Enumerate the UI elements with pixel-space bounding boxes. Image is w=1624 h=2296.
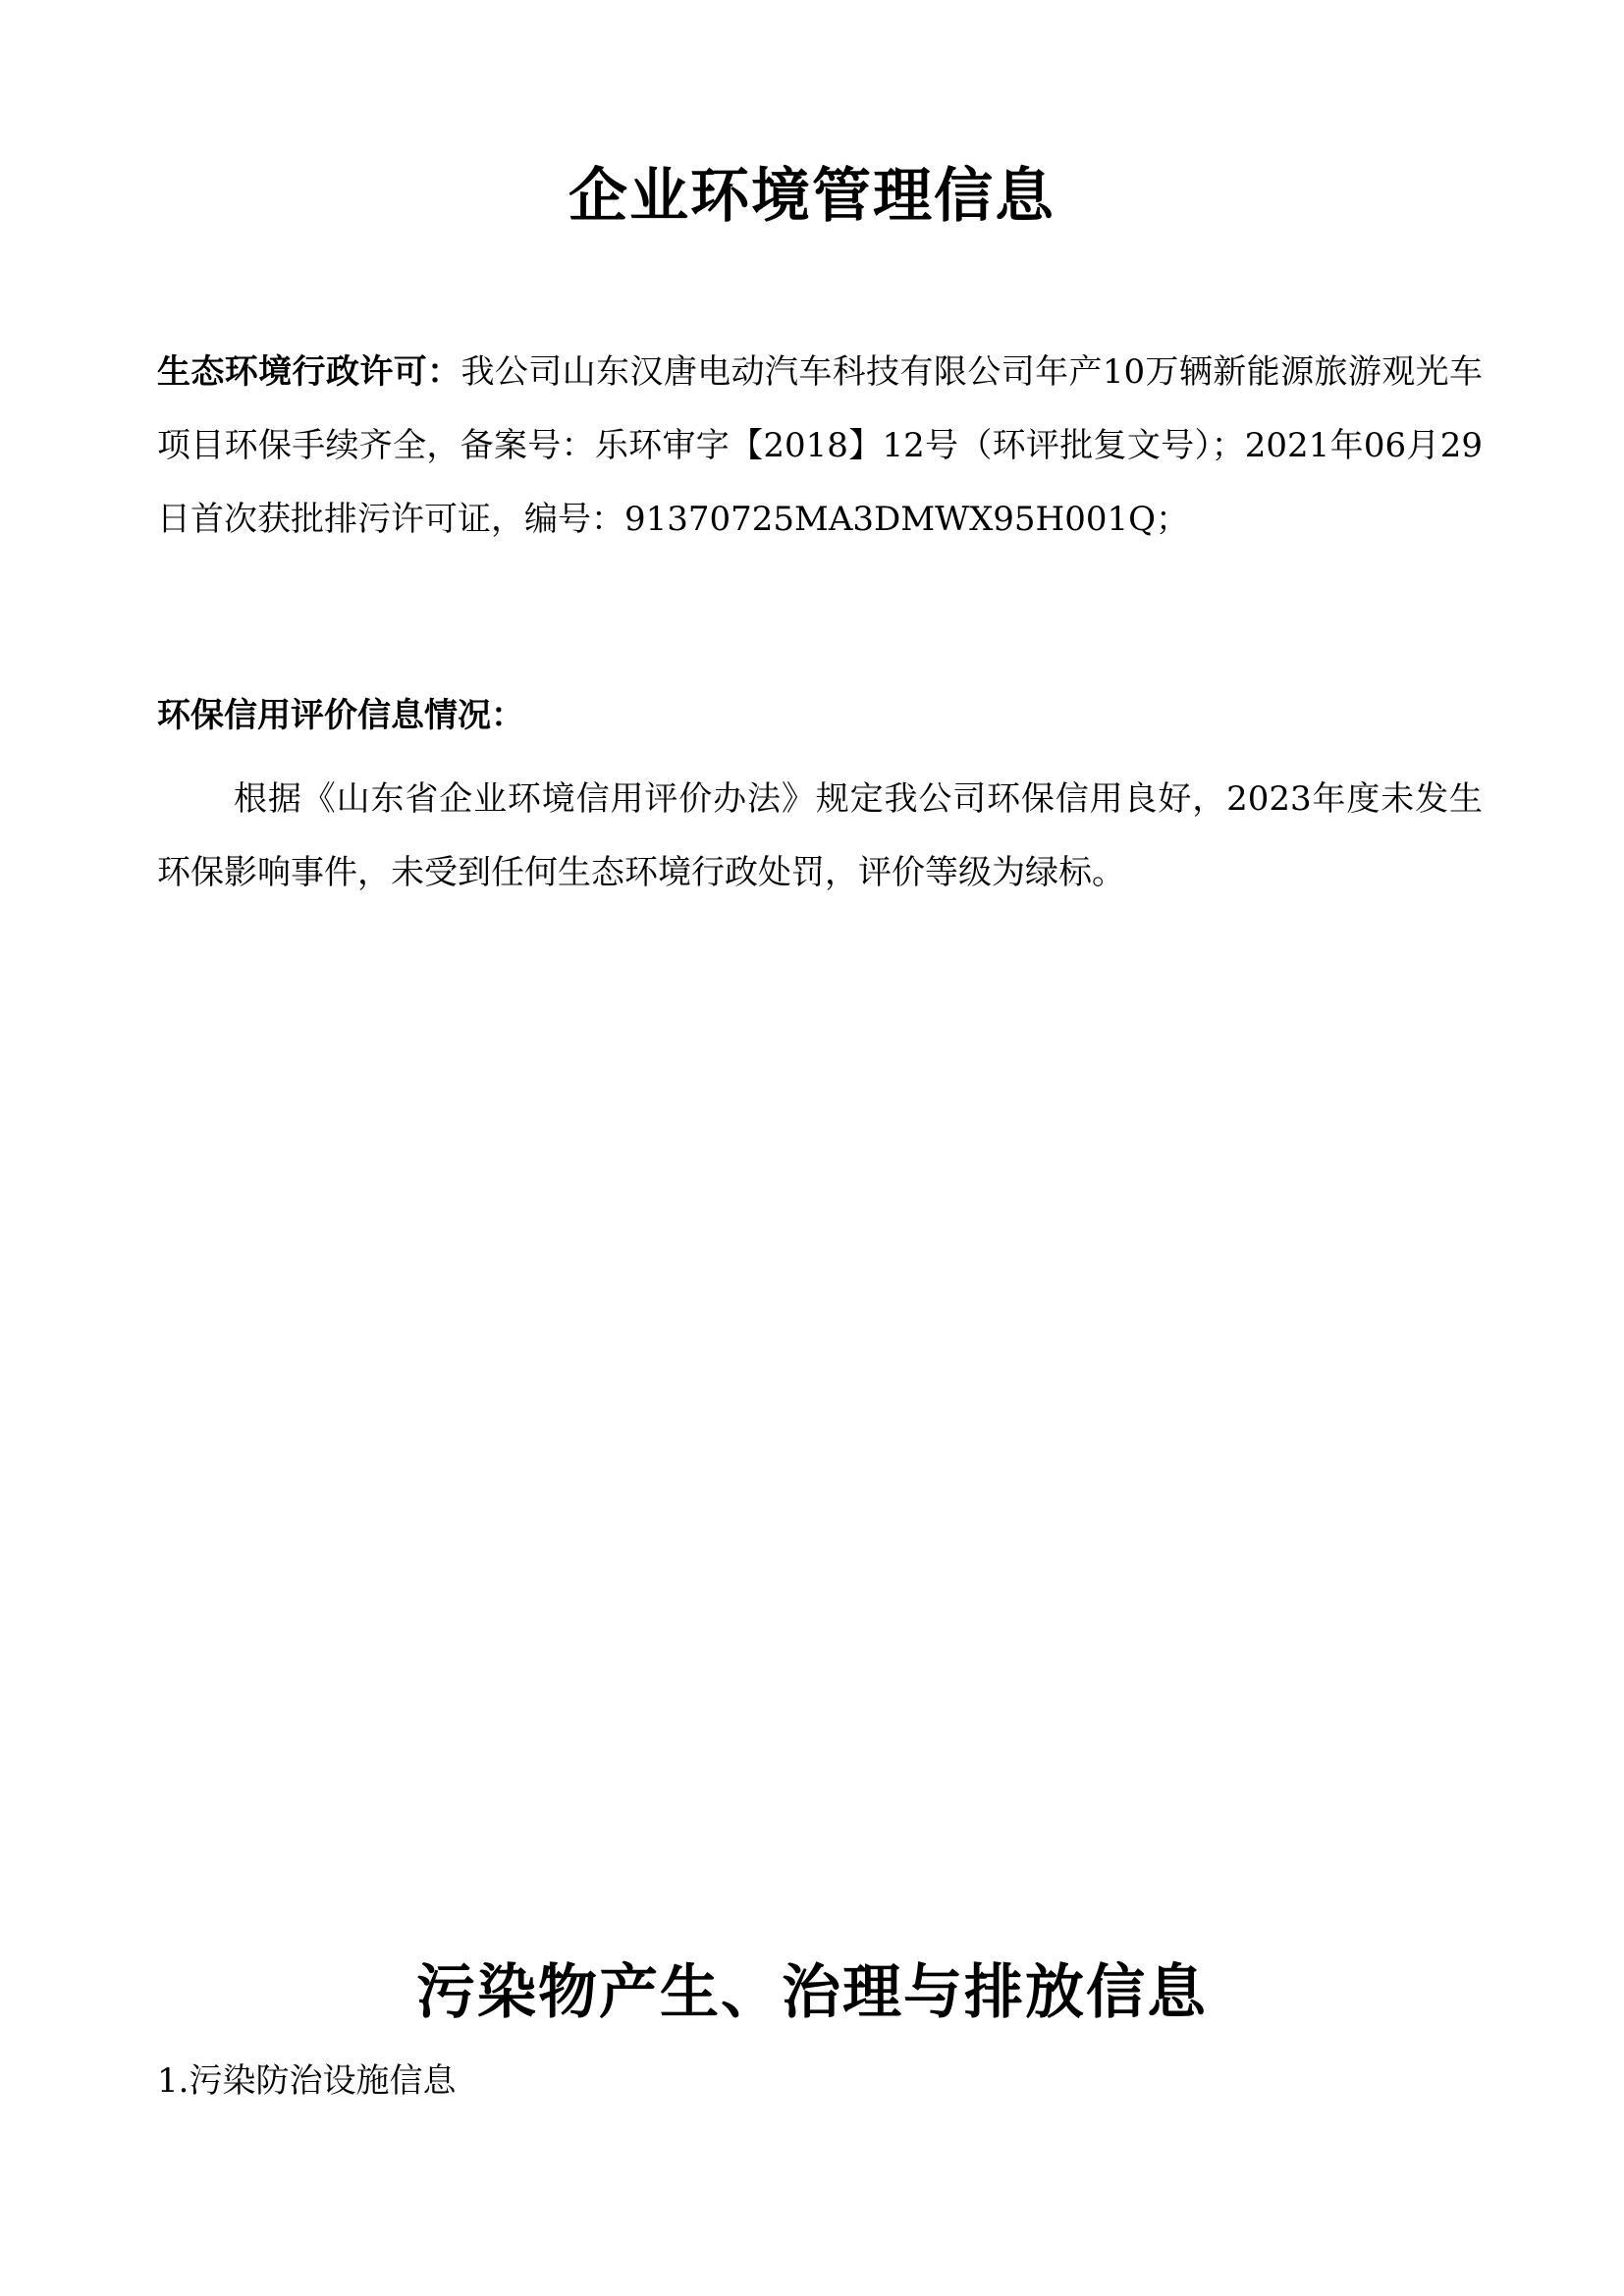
permit-body: 我公司山东汉唐电动汽车科技有限公司年产10万辆新能源旅游观光车项目环保手续齐全，备案号：乐环审字【2018】12号（环评批复文号）；2021年06月29日首次获批排污许可证，编号：91370725MA3DMWX95H001Q； [157,352,1484,539]
permit-lead: 生态环境行政许可： [157,352,461,392]
credit-heading: 环保信用评价信息情况： [157,696,524,735]
page-title: 企业环境管理信息 [568,162,1056,231]
section-title: 污染物产生、治理与排放信息 [416,1958,1208,2027]
subsection-heading: 1.污染防治设施信息 [157,2061,457,2101]
credit-paragraph: 根据《山东省企业环境信用评价办法》规定我公司环保信用良好，2023年度未发生环保影响事件，未受到任何生态环境行政处罚，评价等级为绿标。 [157,779,1483,892]
permit-paragraph [157,336,1483,557]
